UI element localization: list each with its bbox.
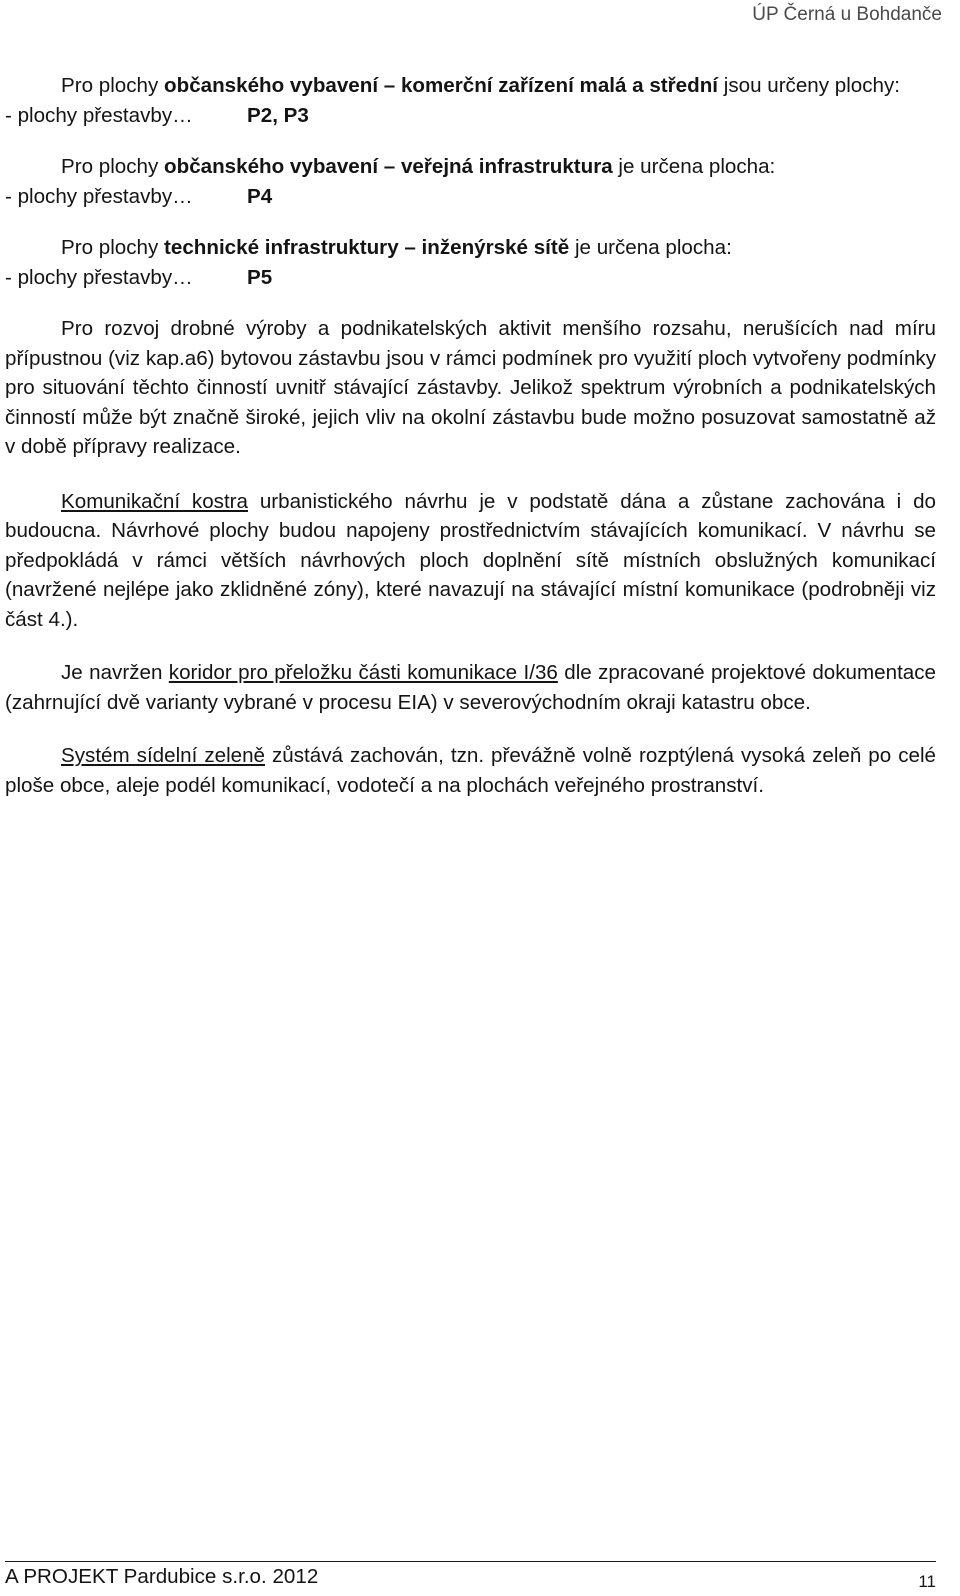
paragraph-greenery-system xyxy=(5,741,936,800)
footer-company: A PROJEKT Pardubice s.r.o. 2012 xyxy=(5,1565,319,1588)
list-value: P4 xyxy=(247,184,273,208)
text-span: dle zpracované projektové dokumentace (zahrnující dvě varianty vybrané v procesu EIA) v severovýchodním okraji katastru obce. xyxy=(5,661,937,714)
text-span: Pro plochy xyxy=(61,74,165,97)
text-span: je určena plocha: xyxy=(612,155,776,178)
text-span: zůstává zachován, tzn. převážně volně rozptýlená vysoká zeleň po celé ploše obce, aleje podél komunikací, vodotečí a na plochách veřejného prostranství. xyxy=(5,744,936,797)
list-label: - plochy přestavby… xyxy=(5,265,193,289)
text-span: je určena plocha: xyxy=(569,236,732,259)
list-label: - plochy přestavby… xyxy=(5,103,193,127)
page-number: 11 xyxy=(918,1572,936,1591)
bold-term: technické infrastruktury – inženýrské sítě xyxy=(164,236,570,259)
underlined-term: Komunikační kostra xyxy=(61,489,248,513)
paragraph-technical-infrastructure xyxy=(5,233,936,263)
list-value: P2, P3 xyxy=(247,103,309,127)
paragraph-road-network xyxy=(5,487,936,635)
page-header: ÚP Černá u Bohdanče xyxy=(752,4,942,25)
list-value: P5 xyxy=(247,265,273,289)
list-label: - plochy přestavby… xyxy=(5,184,193,208)
footer-divider xyxy=(5,1561,936,1562)
bold-term: občanského vybavení – veřejná infrastruktura xyxy=(164,155,613,178)
text-span: urbanistického návrhu je v podstatě dána a zůstane zachována i do budoucna. Návrhové plochy budou napojeny prostřednictvím stávajících komunikací. V návrhu se předpokládá v rámci větších návrhových ploch doplnění sítě místních obslužných komunikací (navržené nejlépe jako zklidněné zóny), které navazují na stávající místní komunikace (podrobněji viz část 4.). xyxy=(5,489,936,631)
bold-term: občanského vybavení – komerční zařízení malá a střední xyxy=(164,74,719,97)
paragraph-commercial-facilities xyxy=(5,71,936,101)
paragraph-public-infrastructure xyxy=(5,152,936,182)
text-span: Pro plochy xyxy=(61,155,165,178)
text-span: jsou určeny plochy: xyxy=(718,74,901,97)
list-item-redevelopment-areas xyxy=(5,101,936,131)
list-item-redevelopment-areas xyxy=(5,263,936,293)
list-item-redevelopment-areas xyxy=(5,182,936,212)
text-span: Je navržen xyxy=(61,661,169,684)
text-span: Pro plochy xyxy=(61,236,165,259)
underlined-term: koridor pro přeložku části komunikace I/36 xyxy=(168,661,558,684)
paragraph-road-corridor xyxy=(5,658,936,717)
underlined-term: Systém sídelní zeleně xyxy=(61,744,266,767)
document-body xyxy=(5,71,936,800)
paragraph-small-production: Pro rozvoj drobné výroby a podnikatelských aktivit menšího rozsahu, nerušících nad míru přípustnou (viz kap.a6) bytovou zástavbu jsou v rámci podmínek pro využití ploch vytvořeny podmínky pro situování těchto činností uvnitř stávající zástavby. Jelikož spektrum výrobních a podnikatelských činností může být značně široké, jejich vliv na okolní zástavbu bude možno posuzovat samostatně až v době přípravy realizace. xyxy=(5,317,936,458)
